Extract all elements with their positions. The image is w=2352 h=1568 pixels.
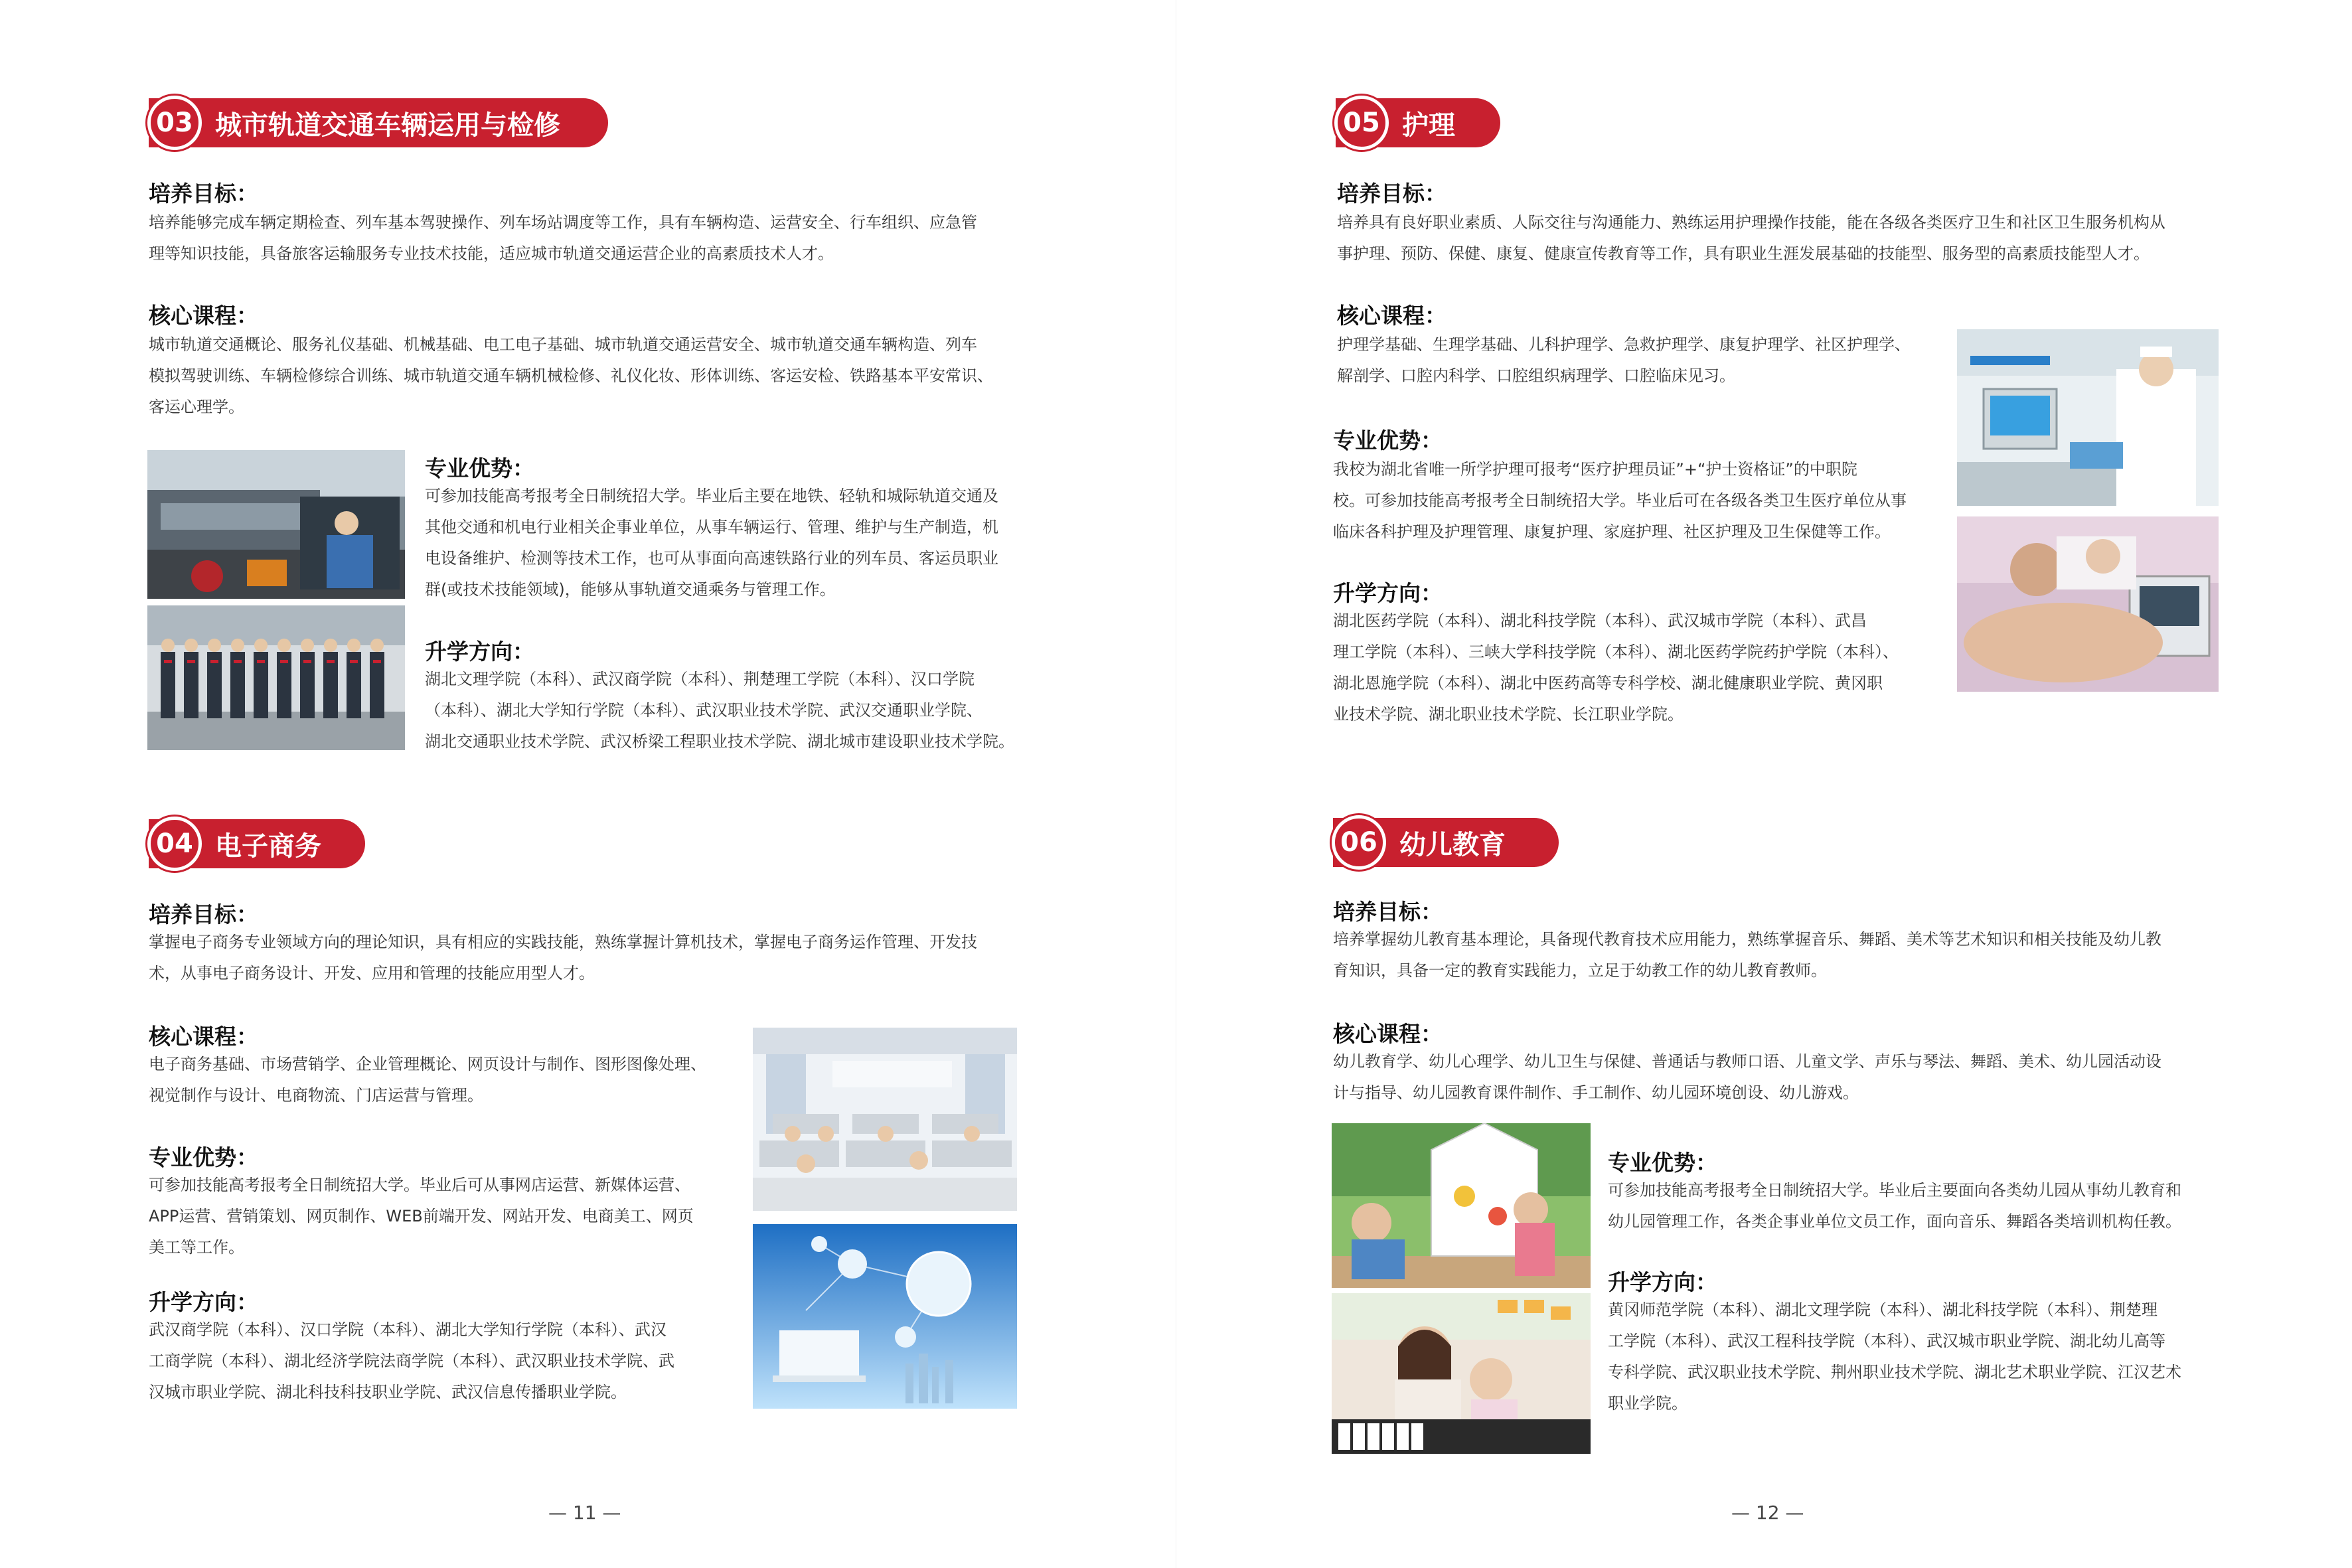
section-number: 06 — [1332, 815, 1386, 870]
text-line: 湖北交通职业技术学院、武汉桥梁工程职业技术学院、湖北城市建设职业技术学院。 — [425, 732, 1014, 751]
advantage-heading: 专业优势： — [425, 455, 534, 481]
core-heading: 核心课程： — [149, 303, 258, 329]
core-text — [1337, 329, 1968, 392]
text-line: 武汉商学院（本科）、汉口学院（本科）、湖北大学知行学院（本科）、武汉 — [149, 1320, 666, 1339]
goal-text — [149, 207, 1065, 270]
further-study-heading: 升学方向： — [425, 639, 534, 665]
text-line: 理等知识技能，具备旅客运输服务专业技术技能，适应城市轨道交通运营企业的高素质技术人才。 — [149, 244, 834, 263]
text-line: 理工学院（本科）、三峡大学科技学院（本科）、湖北医药学院药护学院（本科）、 — [1333, 643, 1899, 661]
text-line: 护理学基础、生理学基础、儿科护理学、急救护理学、康复护理学、社区护理学、 — [1337, 335, 1911, 354]
core-text — [1333, 1046, 2262, 1109]
text-line: 美工等工作。 — [149, 1238, 244, 1257]
text-line: （本科）、湖北大学知行学院（本科）、武汉职业技术学院、武汉交通职业学院、 — [425, 701, 982, 720]
section-03-title-badge — [149, 98, 608, 147]
text-line: 培养掌握幼儿教育基本理论，具备现代教育技术应用能力，熟练掌握音乐、舞蹈、美术等艺术知识和相关技能及幼儿教 — [1333, 930, 2161, 949]
nurse-station-photo — [1957, 329, 2219, 506]
page-number: — 11 — — [548, 1502, 621, 1524]
section-number: 03 — [147, 96, 202, 150]
goal-text — [149, 927, 1065, 989]
text-line: 汉城市职业学院、湖北科技科技职业学院、武汉信息传播职业学院。 — [149, 1383, 627, 1401]
nursing-practice-photo — [1957, 516, 2219, 692]
further-study-text — [425, 664, 1056, 757]
text-line: 湖北医药学院（本科）、湖北科技学院（本科）、武汉城市学院（本科）、武昌 — [1333, 611, 1867, 630]
core-heading: 核心课程： — [149, 1024, 258, 1050]
text-line: 业技术学院、湖北职业技术学院、长江职业学院。 — [1333, 705, 1684, 724]
advantage-heading: 专业优势： — [1608, 1150, 1717, 1176]
text-line: 城市轨道交通概论、服务礼仪基础、机械基础、电工电子基础、城市轨道交通运营安全、城市轨道交通车辆构造、列车 — [149, 335, 977, 354]
section-05-title-badge — [1336, 98, 1500, 147]
text-line: APP运营、营销策划、网页制作、WEB前端开发、网站开发、电商美工、网页 — [149, 1207, 694, 1225]
text-line: 工商学院（本科）、湖北经济学院法商学院（本科）、武汉职业技术学院、武 — [149, 1352, 674, 1370]
section-number: 05 — [1334, 96, 1389, 150]
network-globe-photo — [753, 1224, 1017, 1409]
text-line: 模拟驾驶训练、车辆检修综合训练、城市轨道交通车辆机械检修、礼仪化妆、形体训练、客运安检、铁路基本平安常识、 — [149, 366, 993, 385]
further-study-heading: 升学方向： — [1608, 1269, 1717, 1295]
advantage-heading: 专业优势： — [149, 1144, 258, 1170]
goal-text — [1333, 924, 2262, 986]
kindergarten-play-photo — [1332, 1123, 1591, 1288]
computer-lab-photo — [753, 1028, 1017, 1211]
text-line: 工学院（本科）、武汉工程科技学院（本科）、武汉城市职业学院、湖北幼儿高等 — [1608, 1332, 2165, 1350]
advantage-heading: 专业优势： — [1333, 428, 1443, 453]
text-line: 客运心理学。 — [149, 398, 244, 416]
train-maintenance-photo — [147, 450, 405, 599]
advantage-text — [425, 481, 1056, 605]
text-line: 掌握电子商务专业领域方向的理论知识，具有相应的实践技能，熟练掌握计算机技术，掌握电子商务运作管理、开发技 — [149, 933, 977, 951]
text-line: 计与指导、幼儿园教育课件制作、手工制作、幼儿园环境创设、幼儿游戏。 — [1333, 1083, 1859, 1102]
page-number: — 12 — — [1731, 1502, 1804, 1524]
text-line: 视觉制作与设计、电商物流、门店运营与管理。 — [149, 1086, 483, 1105]
text-line: 临床各科护理及护理管理、康复护理、家庭护理、社区护理及卫生保健等工作。 — [1333, 522, 1891, 541]
text-line: 黄冈师范学院（本科）、湖北文理学院（本科）、湖北科技学院（本科）、荆楚理 — [1608, 1300, 2157, 1319]
text-line: 校。可参加技能高考报考全日制统招大学。毕业后可在各级各类卫生医疗单位从事 — [1333, 491, 1907, 510]
text-line: 解剖学、口腔内科学、口腔组织病理学、口腔临床见习。 — [1337, 366, 1735, 385]
text-line: 可参加技能高考报考全日制统招大学。毕业后可从事网店运营、新媒体运营、 — [149, 1176, 690, 1194]
section-title: 电子商务 — [215, 830, 321, 862]
text-line: 群(或技术技能领域)，能够从事轨道交通乘务与管理工作。 — [425, 580, 836, 599]
text-line: 电子商务基础、市场营销学、企业管理概论、网页设计与制作、图形图像处理、 — [149, 1055, 706, 1073]
core-heading: 核心课程： — [1337, 303, 1447, 329]
section-title: 护理 — [1402, 110, 1455, 141]
goal-text — [1337, 207, 2266, 270]
text-line: 育知识，具备一定的教育实践能力，立足于幼教工作的幼儿教育教师。 — [1333, 961, 1827, 980]
advantage-text — [1608, 1175, 2245, 1237]
advantage-text — [1333, 454, 1970, 548]
text-line: 电设备维护、检测等技术工作，也可从事面向高速铁路行业的列车员、客运员职业 — [425, 549, 998, 568]
core-heading: 核心课程： — [1333, 1021, 1443, 1047]
train-attendants-photo — [147, 605, 405, 750]
further-study-heading: 升学方向： — [1333, 580, 1443, 606]
text-line: 培养能够完成车辆定期检查、列车基本驾驶操作、列车场站调度等工作，具有车辆构造、运营安全、行车组织、应急管 — [149, 213, 977, 232]
text-line: 其他交通和机电行业相关企事业单位，从事车辆运行、管理、维护与生产制造，机 — [425, 518, 998, 536]
section-04-title-badge — [149, 819, 365, 868]
core-text — [149, 1049, 746, 1111]
text-line: 幼儿园管理工作，各类企事业单位文员工作，面向音乐、舞蹈各类培训机构任教。 — [1608, 1212, 2181, 1231]
text-line: 培养具有良好职业素质、人际交往与沟通能力、熟练运用护理操作技能，能在各级各类医疗卫生和社区卫生服务机构从 — [1337, 213, 2165, 232]
section-number: 04 — [147, 817, 202, 871]
text-line: 可参加技能高考报考全日制统招大学。毕业后主要面向各类幼儿园从事幼儿教育和 — [1608, 1181, 2181, 1200]
piano-lesson-photo — [1332, 1293, 1591, 1454]
section-title: 城市轨道交通车辆运用与检修 — [215, 110, 560, 141]
further-study-text — [149, 1314, 746, 1408]
text-line: 可参加技能高考报考全日制统招大学。毕业后主要在地铁、轻轨和城际轨道交通及 — [425, 487, 998, 505]
text-line: 专科学院、武汉职业技术学院、荆州职业技术学院、湖北艺术职业学院、江汉艺术 — [1608, 1363, 2181, 1381]
core-text — [149, 329, 1065, 423]
text-line: 职业学院。 — [1608, 1394, 1687, 1413]
text-line: 事护理、预防、保健、康复、健康宣传教育等工作，具有职业生涯发展基础的技能型、服务型的高素质技能型人才。 — [1337, 244, 2150, 263]
goal-heading: 培养目标： — [1337, 181, 1447, 206]
page-12 — [1176, 0, 2352, 1568]
goal-heading: 培养目标： — [1333, 899, 1443, 925]
further-study-heading: 升学方向： — [149, 1289, 258, 1315]
further-study-text — [1608, 1294, 2245, 1419]
text-line: 我校为湖北省唯一所学护理可报考“医疗护理员证”+“护士资格证”的中职院 — [1333, 460, 1857, 479]
text-line: 湖北恩施学院（本科）、湖北中医药高等专科学校、湖北健康职业学院、黄冈职 — [1333, 674, 1883, 692]
goal-heading: 培养目标： — [149, 902, 258, 927]
section-title: 幼儿教育 — [1399, 829, 1506, 860]
goal-heading: 培养目标： — [149, 181, 258, 206]
section-06-title-badge — [1333, 818, 1559, 867]
advantage-text — [149, 1170, 746, 1263]
text-line: 湖北文理学院（本科）、武汉商学院（本科）、荆楚理工学院（本科）、汉口学院 — [425, 670, 975, 688]
text-line: 幼儿教育学、幼儿心理学、幼儿卫生与保健、普通话与教师口语、儿童文学、声乐与琴法、舞蹈、美术、幼儿园活动设 — [1333, 1052, 2161, 1071]
text-line: 术，从事电子商务设计、开发、应用和管理的技能应用型人才。 — [149, 964, 595, 982]
further-study-text — [1333, 605, 1970, 730]
